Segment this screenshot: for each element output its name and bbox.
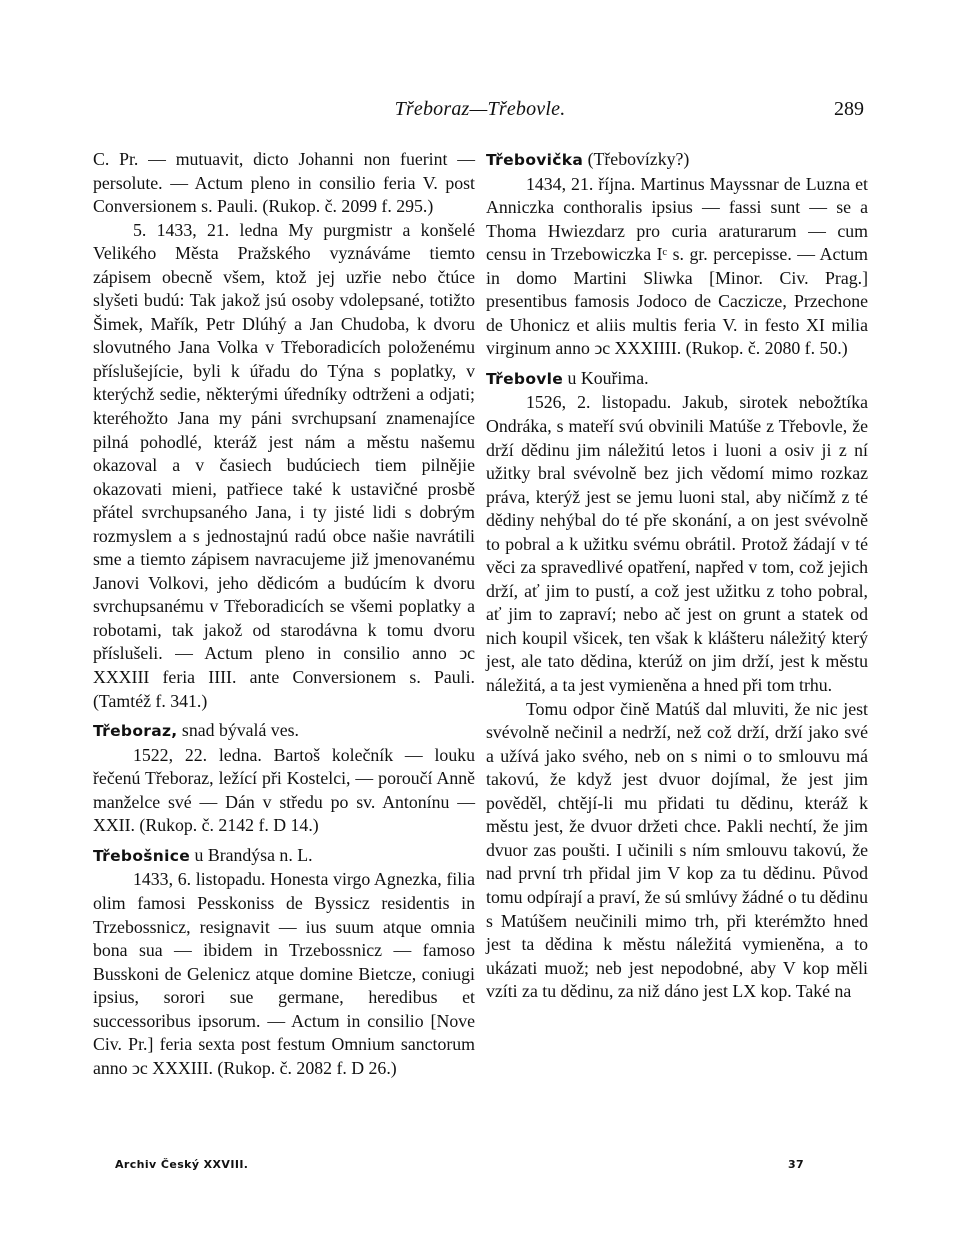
entry-description: snad bývalá ves. [177, 720, 299, 741]
headword: Třebovle [486, 369, 564, 388]
entry-heading-trebovle [486, 367, 868, 392]
page-header [92, 98, 868, 128]
entry-body-trebosnice: 1433, 6. listopadu. Honesta virgo Agnezka, filia olim famosi Pesskoniss de Byssicz residentis in Trzebossnicz, resignavit — ius suum atque omnia bona sua — ibidem in Trzebossnicz — famoso Busskoni de Gelenicz atque domine Bietcze, coniugi ipsius, sorori sue germane, heredibus et successoribus ipsorum. — Actum in consilio [Nove Civ. Pr.] feria sexta post festum Omnium sanctorum anno ↄc XXXIII. (Rukop. č. 2082 f. D 26.) [93, 869, 475, 1078]
headword: Třebovička [486, 151, 584, 169]
printer-signature: Archiv Český XXVIII. [115, 1158, 249, 1171]
running-head: Třeboraz—Třebovle. [394, 98, 566, 120]
page-number: 289 [834, 98, 864, 120]
entry-description: (Třebovízky?) [583, 149, 690, 169]
headword: Třeboraz, [93, 722, 178, 741]
entry-description: u Kouřima. [563, 367, 649, 388]
entry-body-trebovicka: 1434, 21. října. Martinus Mayssnar de Luzna et Anniczka conthoralis ipsius — fassi sunt — se a Thoma Hwiezdarz pro curia araturarum — cum censu in Trzebowiczka Iᶜ s. gr. percepisse. — Actum in domo Martini Sliwka [Minor. Civ. Prag.] presentibus famosis Jodoco de Caczicze, Przechone de Uhonicz et aliis multis feria V. in festo XI milia virginum anno ↄc XXXIIII. (Rukop. č. 2080 f. 50.) [486, 173, 868, 359]
entry-heading-trebosnice [93, 844, 475, 869]
entry-body-trebovle-1: 1526, 2. listopadu. Jakub, sirotek nebožtíka Ondráka, s mateří svú obvinili Matúše z Třebovle, že drží dědinu jim náležitú letos i luoni a osiv ji z ní užitky bral svévolně bez jich vědomí mimo rozkaz práva, kterýž jest se jemu luoni stal, aby ničímž z té dědiny nehýbal do té pře skonání, a on jest svévolně to pobral a k užitku svému obrátil. Protož žádají v té věci za spravedlivé opatření, napřed v tom, což jejich drží, ať jim to pustí, a což jest užitku z toho pobral, ať jim to zapraví; nebo ač jest on grunt a statek od nich koupil všicek, ten však k klášteru náležitý který jest, ale tato dědina, kterúž on jim drží, jest k městu náležitá, a ta jest vymieněna a hned při tom trhu. [486, 392, 868, 696]
entry-body-treboraz: 1522, 22. ledna. Bartoš kolečník — louku řečenú Třeboraz, ležící při Kostelci, — poroučí Anně manželce své — Dán v středu po sv. Antonínu — XXII. (Rukop. č. 2142 f. D 14.) [93, 744, 475, 836]
entry-description: u Brandýsa n. L. [190, 844, 313, 865]
entry-heading-treboraz [93, 719, 475, 744]
paragraph-record-5: 5. 1433, 21. ledna My purgmistr a konšelé Velikého Města Pražského vyznáváme tiemto zápisem obecně všem, ktož jej uzřie nebo čtúce slyšeti budú: Tak jakož jsú osoby vdolepsané, totižto Šimek, Mařík, Petr Dlúhý a Jan Chudoba, k dvoru slovutného Jana Volka v Třeboradicích položenému příslušejície, byli k úřadu do Týna s poplatky, v kterýchž sedie, některými úředníky odtrženi a odjati; kteréhožto Jana my páni svrchupsaní znamenajíce pilná pohodlé, kteráž jest nám a městu našemu okazoval a v časiech budúciech tiem pilnějie okazovati mieni, patřiece také k ustavičné prosbě přátel svrchupsaného Jana, i ty jisté lidi s dobrým rozmyslem a s jednostajnú radú obce našie navrátili sme a tiemto zápisem navracujeme již jmenovanému Janovi Volkovi, jeho dědicóm a budúcím k dvoru svrchupsanému v Třeboradicích se všemi poplatky a robotami, tak jakož od starodávna k tomu dvoru příslušeli. — Actum pleno in consilio anno ↄc XXXIII feria IIII. ante Conversionem s. Pauli. (Tamtéž f. 341.) [93, 219, 475, 711]
entry-heading-trebovicka [486, 148, 868, 173]
right-column [486, 148, 868, 1004]
headword: Třebošnice [93, 846, 191, 865]
page-footer [115, 1158, 835, 1178]
entry-body-trebovle-2: Tomu odpor čině Matúš dal mluviti, že nic jest svévolně nečinil a nedrží, než což drží, drží jako své a užívá jako svého, neb on s nimi o to smlouvu má takovú, že když jest dvuor dojímal, že jest jim pověděl, chtějí-li mu přidati tu dědinu, kteráž k městu jest, že dvuor držeti chce. Pakli nechtí, že jim dvuor zas poušti. I učinili s ním smlouvu takovú, že nad první trh přidal jim V kop za tu dědinu. Původ tomu odpírají a praví, že sú smlúvy žádné o tu dědinu s Matúšem neučinili mimo trh, při kterémžto hned jest ta dědina k městu náležitá vymieněna, a to ukázati muož; neb jest nepodobné, aby V kop měli vzíti za tu dědinu, za niž dáno jest LX kop. Také na [486, 698, 868, 1002]
paragraph-continuation: C. Pr. — mutuavit, dicto Johanni non fuerint — persolute. — Actum pleno in consilio feria V. post Conversionem s. Pauli. (Rukop. č. 2099 f. 295.) [93, 149, 475, 217]
signature-number: 37 [788, 1158, 805, 1171]
left-column [93, 148, 475, 1080]
